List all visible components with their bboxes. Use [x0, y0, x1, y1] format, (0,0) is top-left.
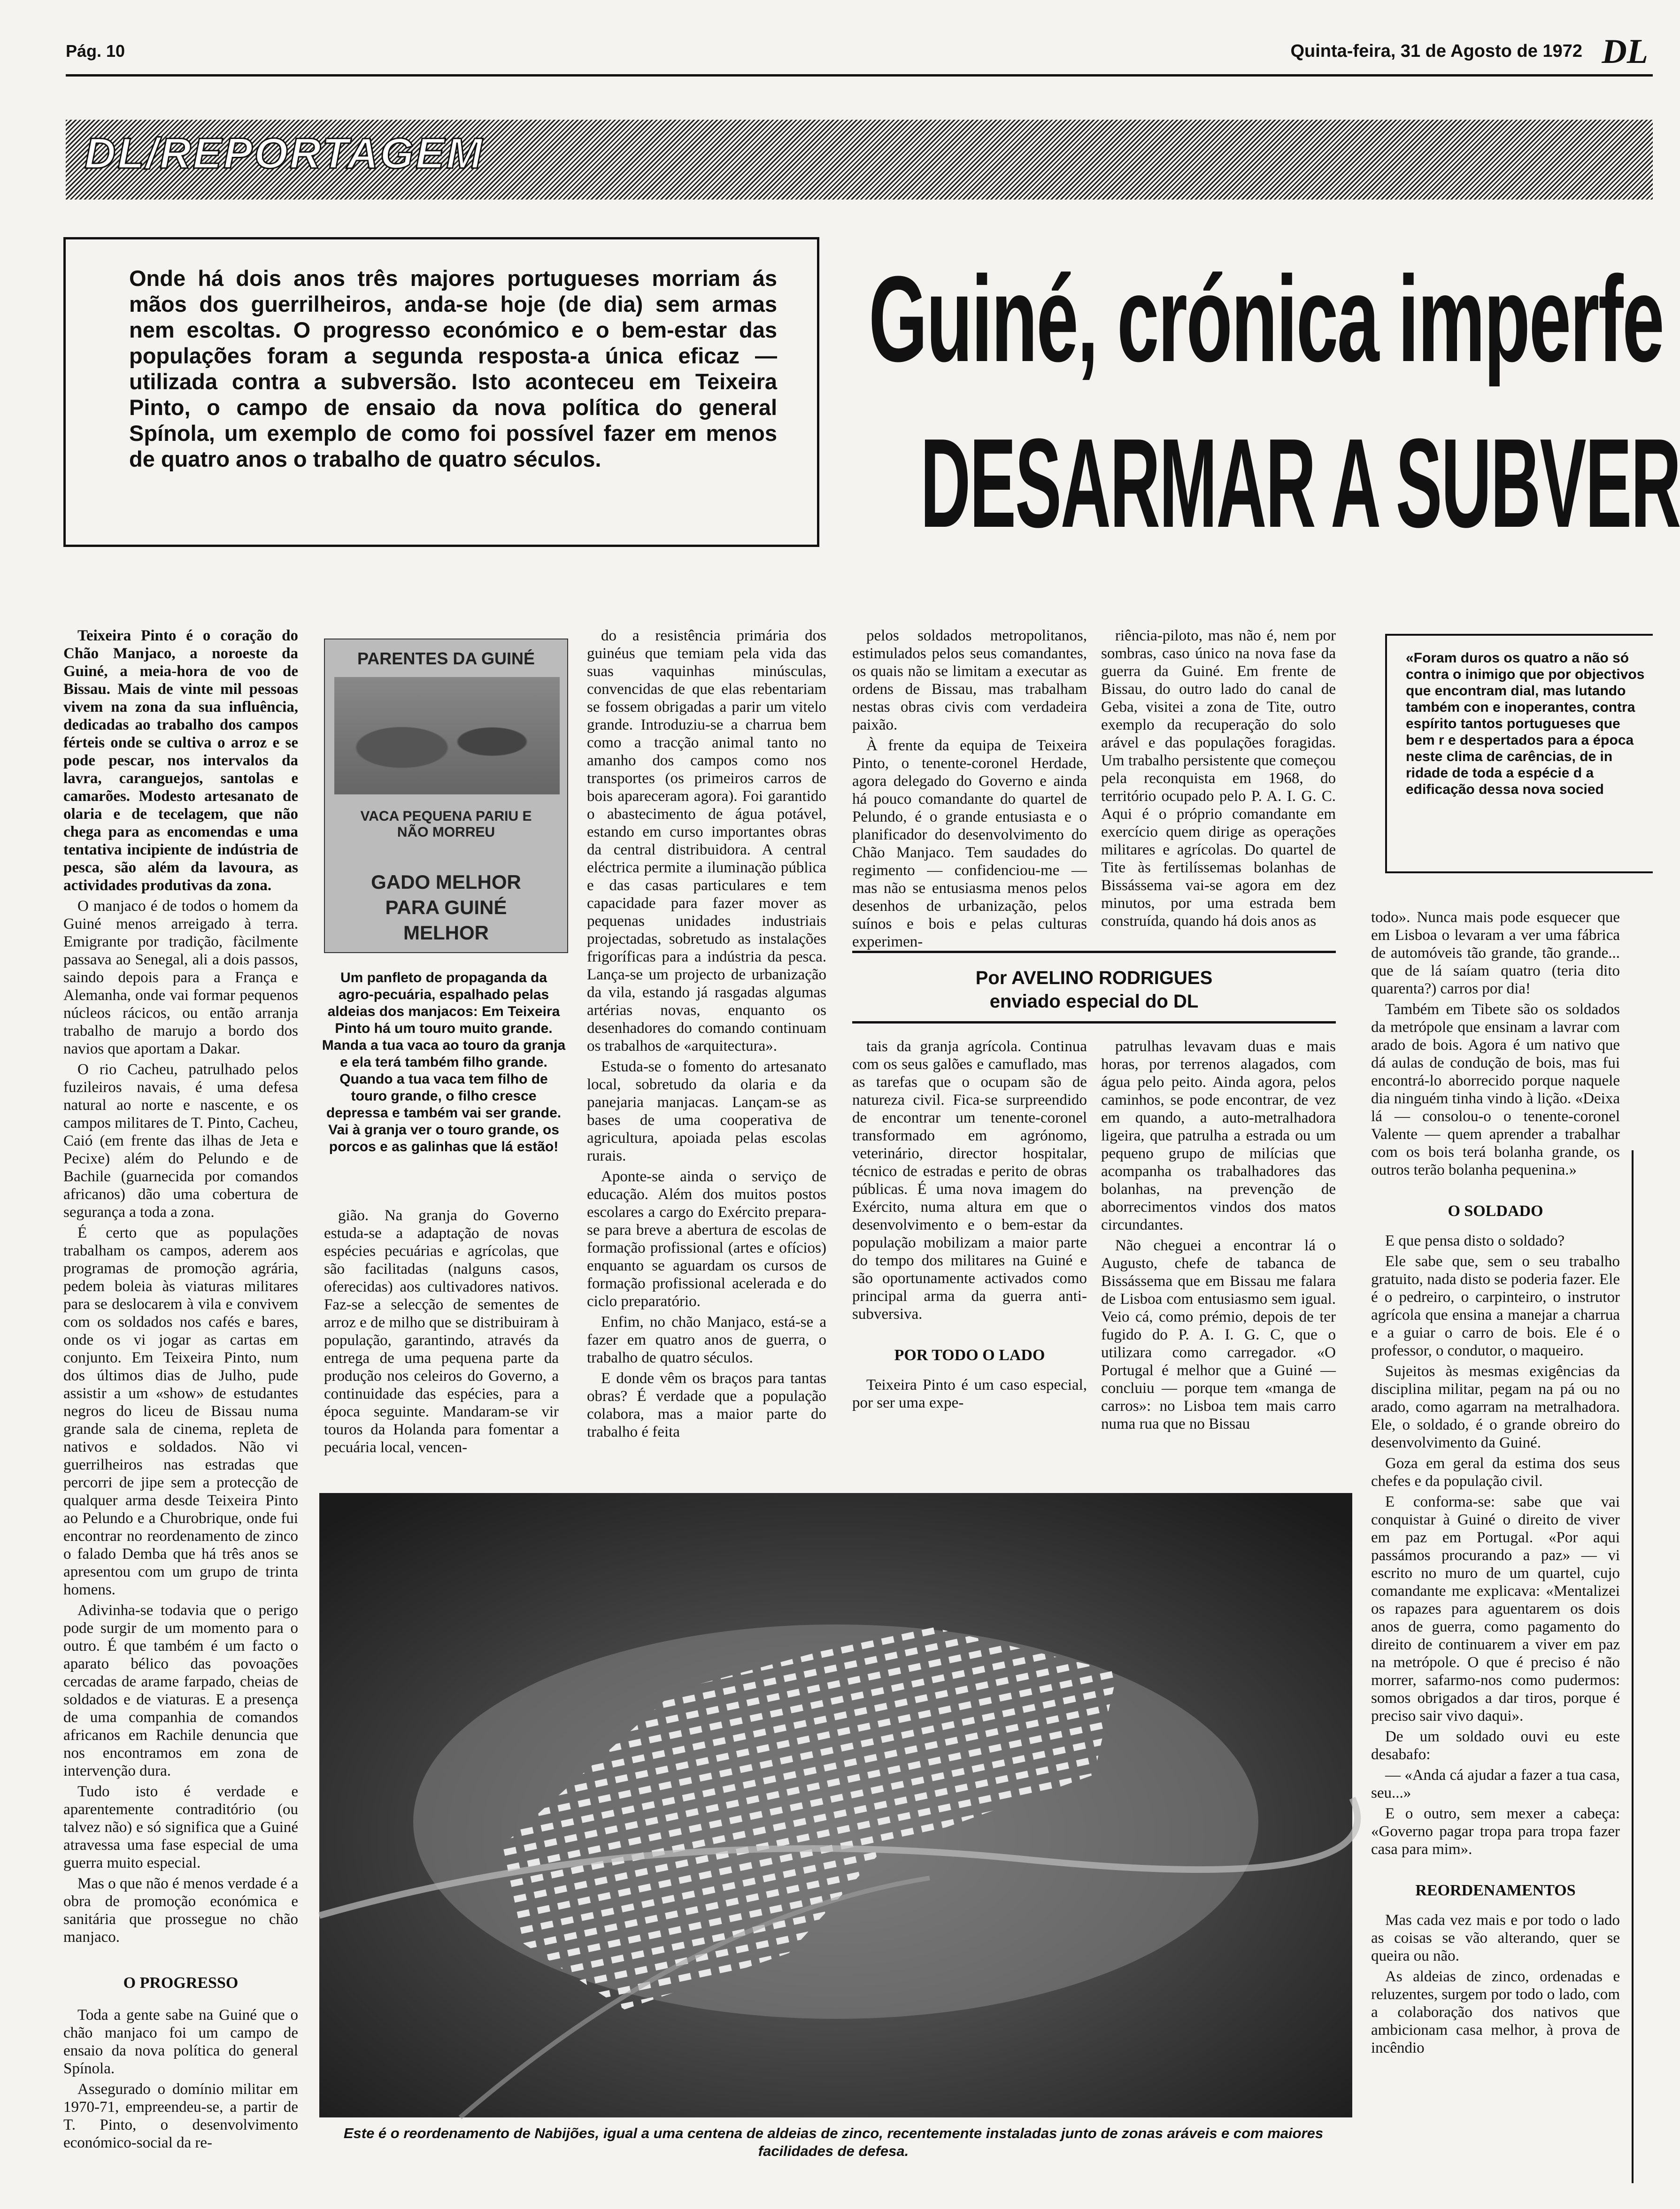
pull-quote-box	[1385, 634, 1653, 873]
propaganda-poster	[324, 639, 568, 953]
paragraph: Estuda-se o fomento do artesanato local, sobretudo da olaria e da panejaria manjacas. Lançam-se as bases de uma cooperativa de agricultura, apoiada pelas escolas rurais.	[587, 1058, 826, 1164]
page-header	[66, 32, 1653, 77]
poster-slogan-2: GADO MELHOR PARA GUINÉ MELHOR	[371, 871, 521, 944]
paragraph: Ele sabe que, sem o seu trabalho gratuito, nada disto se poderia fazer. Ele é o pedreiro, o carpinteiro, o instrutor agrícola que ensina a manejar a charrua e a guiar o carro de bois. Ele é o professor, o condutor, o maqueiro.	[1371, 1253, 1620, 1359]
page-number: Pág. 10	[66, 41, 125, 61]
paragraph: Não cheguei a encontrar lá o Augusto, chefe de tabanca de Bissássema que em Bissau me falara de Lisboa com entusiasmo sem igual. Veio cá, como prémio, depois de ter fugido do P. A. I. G. C, que o utilizara como carregador. «O Portugal é melhor que a Guiné — concluiu — porque tem «manga de carros»: no Lisboa tem mais carro numa rua que no Bissau	[1101, 1237, 1336, 1432]
paragraph: tais da granja agrícola. Continua com os seus galões e camuflado, mas as tarefas que o ocupam são de natureza civil. Fica-se surpreendido de encontrar um tenente-coronel transformado em agrónomo, veterinário, director hospitalar, técnico de estradas e perito de obras públicas. É uma nova imagem do Exército, numa altura em que o desenvolvimento e o bem-estar da população mobilizam a maior parte do tempo dos militares na Guiné e são oportunamente activados como principal arma da guerra anti-subversiva.	[852, 1038, 1087, 1323]
poster-title: PARENTES DA GUINÉ	[357, 649, 535, 668]
paragraph: do a resistência primária dos guinéus que temiam pela vida das suas vaquinhas minúsculas, convencidas de que elas rebentariam se fossem obrigadas a parir um vitelo grande. Introduziu-se a charrua bem como a tracção animal tanto no amanho dos campos como nos transportes (os primeiros carros de bois apareceram agora). Foi garantido o abastecimento de água potável, estando em curso importantes obras da central distribuidora. A central eléctrica permite a iluminação pública e das casas particulares e tem capacidade para fazer mover as pequenas unidades industriais projectadas, sobretudo as instalações frigoríficas para a indústria da pesca. Lança-se um projecto de urbanização da vila, estando já rasgadas algumas artérias novas, enquanto os desenhadores do comando continuam os trabalhos de «arquitectura».	[587, 627, 826, 1054]
paragraph: Assegurado o domínio militar em 1970-71, empreendeu-se, a partir de T. Pinto, o desenvolvimento económico-social da re-	[63, 2081, 298, 2151]
subheading-o-soldado: O SOLDADO	[1448, 1202, 1543, 1220]
paragraph: E conforma-se: sabe que vai conquistar à Guiné o direito de viver em paz em Portugal. «Por aqui passámos procurando a paz» — vi escrito no muro de um quartel, cujo comandante me explicava: «Mentalizei os rapazes para aguentarem os dois anos de guerra, como pagamento do direito de continuarem a viver em paz na metrópole. O que é preciso é não morrer, safarmo-nos como pudermos: somos obrigados a dar tiros, porque é preciso sair vivo daqui».	[1371, 1493, 1620, 1724]
paragraph: Teixeira Pinto é um caso especial, por ser uma expe-	[852, 1377, 1087, 1411]
paragraph: Adivinha-se todavia que o perigo pode surgir de um momento para o outro. É que também é um facto o aparato bélico das povoações cercadas de arame farpado, cheias de soldados e de viaturas. E a presença de uma companhia de comandos africanos em Rachile denuncia que nos encontramos em zona de intervenção dura.	[63, 1602, 298, 1779]
paragraph: As aldeias de zinco, ordenadas e reluzentes, surgem por todo o lado, com a colaboração dos nativos que ambicionam casa melhor, à prova de incêndio	[1371, 1968, 1620, 2056]
paragraph: Enfim, no chão Manjaco, está-se a fazer em quatro anos de guerra, o trabalho de quatro séculos.	[587, 1314, 826, 1366]
paragraph: À frente da equipa de Teixeira Pinto, o tenente-coronel Herdade, agora delegado do Governo e ainda há pouco comandante do quartel de Pelundo, é o grande entusiasta e o planificador do desenvolvimento do Chão Manjaco. Tem saudades do regimento — confidenciou-me — mas não se entusiasma menos pelos desenhos de urbanização, pelos suínos e bois e pelas culturas experimen-	[852, 737, 1087, 950]
paragraph: riência-piloto, mas não é, nem por sombras, caso único na nova fase da guerra da Guiné. Em frente de Bissau, do outro lado do canal de Geba, visitei a zona de Tite, outro exemplo da recuperação do solo arável e das populações foragidas. Um trabalho persistente que começou pela reconquista em 1968, do território ocupado pelo P. A. I. G. C. Aqui é o próprio comandante em exercício quem dirige as operações militares e agrícolas. Do quartel de Tite às fertilíssemas bolanhas de Bissássema vai-se agora em dez minutos, por uma estrada bem construída, quando há dois anos as	[1101, 627, 1336, 930]
paragraph: gião. Na granja do Governo estuda-se a adaptação de novas espécies pecuárias e agrícolas, que são facilitadas (nalguns casos, oferecidas) aos cultivadores nativos. Faz-se a selecção de sementes de arroz e de milho que se distribuiram à população, garantindo, através da entrega de uma pequena parte da produção nos celeiros do Governo, a continuidade das espécies, para a época seguinte. Mandaram-se vir touros da Holanda para fomentar a pecuária local, vencen-	[324, 1207, 559, 1456]
photo-caption: Este é o reordenamento de Nabijões, igual a uma centena de aldeias de zinco, recentemente instaladas junto de zonas aráveis e com maiores facilidades de defesa.	[343, 2125, 1324, 2159]
paragraph: — «Anda cá ajudar a fazer a tua casa, seu...»	[1371, 1767, 1620, 1801]
paragraph: O rio Cacheu, patrulhado pelos fuzileiros navais, é uma defesa natural ao norte e nascente, e os campos militares de T. Pinto, Cacheu, Caió (em frente das ilhas de Jeta e Pecixe) além do Pelundo e de Bachile (guarnecida por comandos africanos) dão uma cobertura de segurança a toda a zona.	[63, 1061, 298, 1221]
byline-role: enviado especial do DL	[989, 991, 1199, 1012]
column-1	[63, 627, 298, 2209]
paragraph: É certo que as populações trabalham os campos, aderem aos programas de promoção agrária, pedem boleia às viaturas militares para se deslocarem à vila e convivem com os soldados nos cafés e bares, onde os vi jogar as cartas em conjunto. Em Teixeira Pinto, num dos últimos dias de Julho, pude assistir a um «show» de estudantes negros do liceu de Bissau numa grande sala de cinema, repleta de nativos e soldados. Não vi guerrilheiros nas estradas que percorri de jipe sem a protecção de qualquer arma desde Teixeira Pinto ao Pelundo e a Churobrique, onde fui encontrar no reordenamento de zinco o falado Demba que há três anos se apresentou com um grupo de trinta homens.	[63, 1224, 298, 1598]
paragraph: Também em Tibete são os soldados da metrópole que ensinam a lavrar com arado de bois. Agora é um nativo que dá aulas de condução de bois, mas fui encontrá-lo aborrecido porque naquele dia ninguém tinha vindo à lição. «Deixa lá — consolou-o o tenente-coronel Valente — quem aprender a trabalhar com os bois terá bolanha grande, os outros terão bolanha pequenina.»	[1371, 1001, 1620, 1178]
lede-text: Onde há dois anos três majores portugueses morriam ás mãos dos guerrilheiros, anda-se hoje (de dia) sem armas nem escoltas. O progresso económico e o bem-estar das populações foram a segunda resposta-a única eficaz — utilizada contra a subversão. Isto aconteceu em Teixeira Pinto, o campo de ensaio da nova política do general Spínola, um exemplo de como foi possível fazer em menos de quatro anos o trabalho de quatro séculos.	[129, 266, 777, 471]
paragraph: O manjaco é de todos o homem da Guiné menos arreigado à terra. Emigrante por tradição, fàcilmente passava ao Senegal, ali a dois passos, saindo depois para a França e Alemanha, onde vai formar pequenos núcleos rácicos, ou então arranja trabalho de marujo a bordo dos navios que aportam a Dakar.	[63, 898, 298, 1057]
column-4-bottom	[852, 1038, 1087, 1479]
paragraph: Sujeitos às mesmas exigências da disciplina militar, pegam na pá ou no arado, como agarram na metralhadora. Ele, o soldado, é o grande obreiro do desenvolvimento da Guiné.	[1371, 1363, 1620, 1451]
paragraph: Aponte-se ainda o serviço de educação. Além dos muitos postos escolares a cargo do Exército prepara-se para breve a abertura de escolas de formação profissional (artes e ofícios) enquanto se aguardam os cursos de formação profissional acelerada e do ciclo preparatório.	[587, 1168, 826, 1310]
paragraph: Teixeira Pinto é o coração do Chão Manjaco, a noroeste da Guiné, a meia-hora de voo de Bissau. Mais de vinte mil pessoas vivem na zona da sua influência, dedicadas ao trabalho dos campos férteis onde se cultiva o arroz e se pode pescar, nos intervalos da lavra, caranguejos, santolas e camarões. Modesto artesanato de olaria e de tecelagem, que não chega para as encomendas e uma tentativa incipiente de indústria de pesca, são além da lavoura, as actividades produtivas da zona.	[63, 627, 298, 894]
paragraph: Mas o que não é menos verdade é a obra de promoção económica e sanitária que prossegue no chão manjaco.	[63, 1875, 298, 1946]
pull-quote: «Foram duros os quatro a não só contra o inimigo que por objectivos que encontram dial, mas lutando também con e inoperantes, contra espírito tantos portugueses que bem r e despertados para a época neste clima de carências, de in ridade de toda a espécie d a edificação dessa nova socied	[1406, 650, 1645, 797]
headline-line-2: DESARMAR A SUBVER	[920, 413, 1680, 554]
column-2	[324, 1207, 559, 1470]
poster-photo	[334, 677, 560, 794]
column-5-bottom	[1101, 1038, 1336, 1479]
column-5-top	[1101, 627, 1336, 946]
poster-slogan-1: VACA PEQUENA PARIU E NÃO MORREU	[360, 808, 532, 840]
subheading-por-todo-o-lado: POR TODO O LADO	[894, 1347, 1045, 1364]
paragraph: todo». Nunca mais pode esquecer que em Lisboa o levaram a ver uma fábrica de automóveis tão grande, tão grande... que de lá saíam quatro (teria dito quarenta?) carros por dia!	[1371, 909, 1620, 997]
column-rule	[1632, 1150, 1634, 2183]
byline-author: Por AVELINO RODRIGUES	[975, 968, 1213, 988]
paragraph: E que pensa disto o soldado?	[1385, 1232, 1565, 1249]
aerial-photo-nabijoes	[319, 1493, 1352, 2117]
subheading-progresso: O PROGRESSO	[123, 1974, 239, 1992]
masthead-logo: DL	[1602, 32, 1648, 71]
poster-caption: Um panfleto de propaganda da agro-pecuária, espalhado pelas aldeias dos manjacos: Em Teixeira Pinto há um touro muito grande. Manda a tua vaca ao touro da granja e ela terá também filho grande. Quando a tua vaca tem filho de touro grande, o filho cresce depressa e também vai ser grande. Vai à granja ver o touro grande, os porcos e as galinhas que lá estão!	[322, 970, 566, 1155]
headline-line-1: Guiné, crónica imperfe	[869, 251, 1664, 387]
paragraph: De um soldado ouvi eu este desabafo:	[1371, 1728, 1620, 1763]
paragraph: Tudo isto é verdade e aparentemente contraditório (ou talvez não) e só significa que a Guiné atravessa uma fase especial de uma guerra muito especial.	[63, 1783, 298, 1871]
lede-box	[63, 237, 819, 547]
section-band	[66, 120, 1653, 200]
paragraph: pelos soldados metropolitanos, estimulados pelos seus comandantes, os quais não se limitam a executar as ordens de Bissau, mas trabalham nestas obras civis com verdadeira paixão.	[852, 627, 1087, 733]
paragraph: Toda a gente sabe na Guiné que o chão manjaco foi um campo de ensaio da nova política do general Spínola.	[63, 2007, 298, 2077]
column-3	[587, 627, 826, 1481]
aerial-photo-svg	[319, 1493, 1352, 2117]
section-label: DL/REPORTAGEM	[85, 130, 485, 177]
paragraph: Goza em geral da estima dos seus chefes e da população civil.	[1371, 1455, 1620, 1490]
subheading-reordenamentos: REORDENAMENTOS	[1415, 1882, 1576, 1899]
paragraph: E donde vêm os braços para tantas obras? É verdade que a população colabora, mas a maior parte do trabalho é feita	[587, 1370, 826, 1440]
column-4-top	[852, 627, 1087, 950]
paragraph: Mas cada vez mais e por todo o lado as coisas se vão alterando, quer se queira ou não.	[1371, 1912, 1620, 1964]
paragraph: E o outro, sem mexer a cabeça: «Governo pagar tropa para tropa fazer casa para mim».	[1371, 1805, 1620, 1858]
paragraph: patrulhas levavam duas e mais horas, por terrenos alagados, com água pelo peito. Ainda agora, pelos caminhos, se pode encontrar, de vez em quando, a auto-metralhadora ligeira, que patrulha a estrada ou um pequeno grupo de milícias que acompanha os trabalhadores das bolanhas, na prevenção de aborrecimentos vindos dos matos circundantes.	[1101, 1038, 1336, 1233]
column-6	[1371, 908, 1620, 2207]
byline	[852, 951, 1336, 1024]
issue-date: Quinta-feira, 31 de Agosto de 1972	[1290, 41, 1582, 61]
